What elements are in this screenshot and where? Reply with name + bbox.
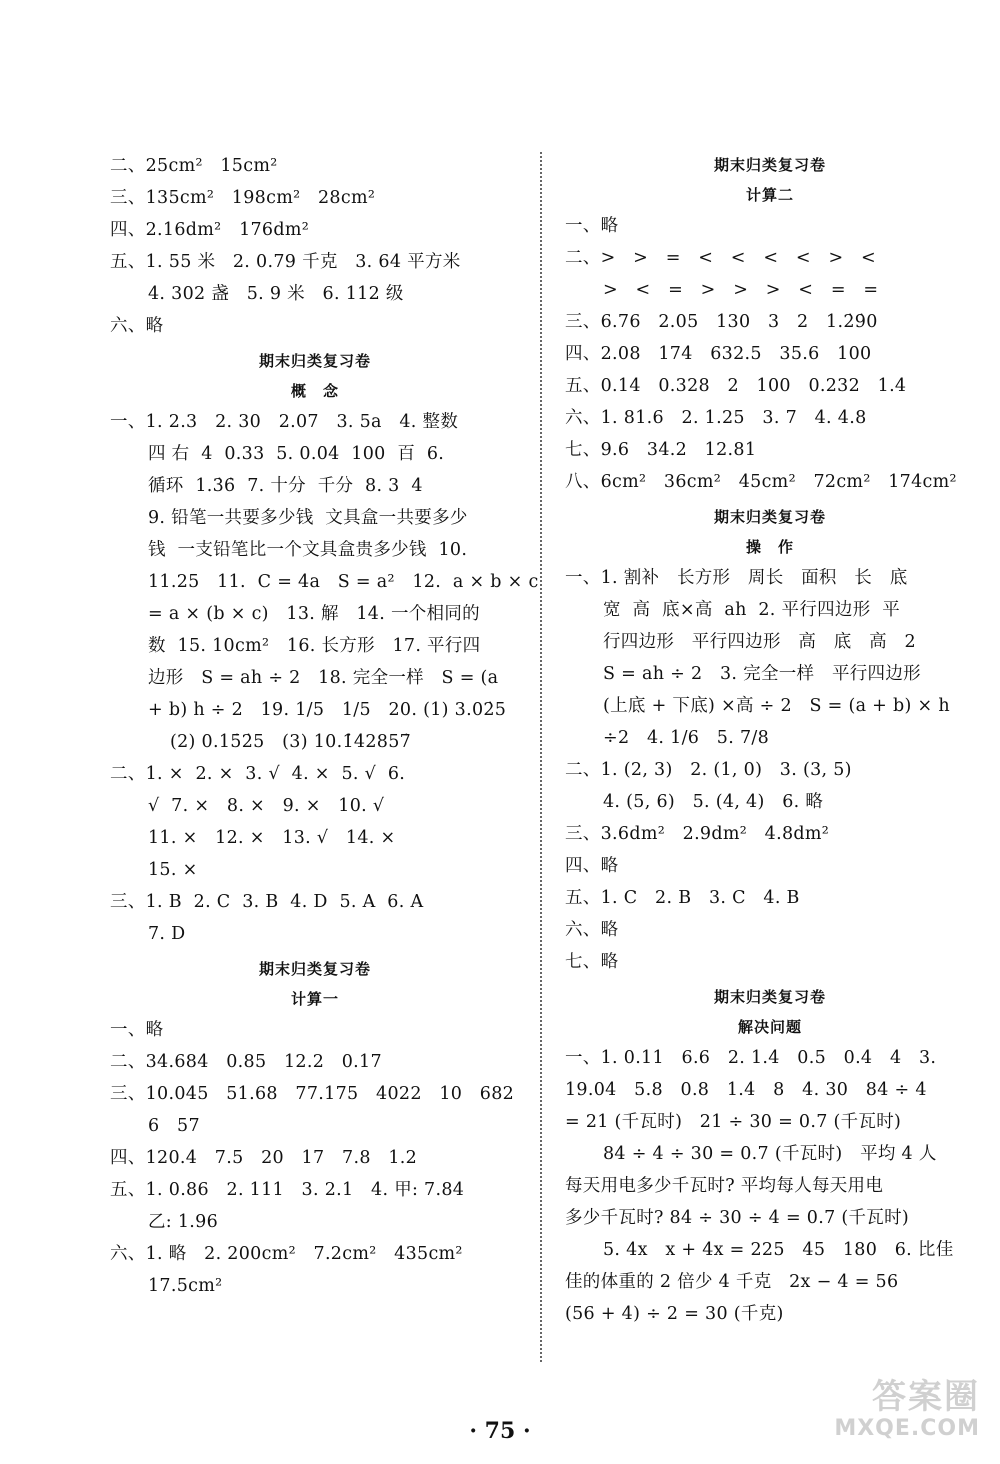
answer-line: 四、略 [565,856,619,876]
answer-line: 数 15. 10cm² 16. 长方形 17. 平行四 [148,636,481,656]
answer-line: 84 ÷ 4 ÷ 30 = 0.7 (千瓦时) 平均 4 人 [603,1144,937,1164]
answer-line: 五、1. C 2. B 3. C 4. B [565,888,800,908]
section-subtitle: 计算二 [745,186,794,204]
answer-line: 三、1. B 2. C 3. B 4. D 5. A 6. A [110,892,424,912]
answer-line: > < = > > > < = = [603,280,879,300]
answer-line: 五、1. 0.86 2. 111 3. 2.1 4. 甲: 7.84 [110,1180,465,1200]
answer-line: 四 右 4 0.33 5. 0.04 100 百 6. [148,444,445,464]
answer-line: ÷2 4. 1/6 5. 7/8 [603,728,770,748]
answer-line: 循环 1.3̇6̇ 7. 十分 千分 8. 3 4 [148,476,423,496]
answer-line: 边形 S = ah ÷ 2 18. 完全一样 S = (a [148,668,499,688]
site-watermark [810,1378,980,1446]
answer-line: = 21 (千瓦时) 21 ÷ 30 = 0.7 (千瓦时) [565,1112,902,1132]
answer-line: = a × (b × c) 13. 解 14. 一个相同的 [148,604,480,624]
answer-line: 9. 铅笔一共要多少钱 文具盒一共要多少 [148,508,468,528]
answer-line: 行四边形 平行四边形 高 底 高 2 [603,632,916,652]
column-divider [540,152,542,1362]
answer-line: 一、1. 0.11 6.6 2. 1.4 0.5 0.4 4 3. [565,1048,937,1068]
answer-line: 六、1. 略 2. 200cm² 7.2cm² 435cm² [110,1244,463,1264]
answer-line: 钱 一支铅笔比一个文具盒贵多少钱 10. [148,540,468,560]
answer-line: 四、2.16dm² 176dm² [110,220,310,240]
answer-line: 四、2.08 174 632.5 35.6 100 [565,344,872,364]
answer-line: 6 57 [148,1116,200,1136]
answer-line: 二、> > = < < < < > < [565,248,876,268]
answer-line: 二、25cm² 15cm² [110,156,278,176]
answer-line: 佳的体重的 2 倍少 4 千克 2x − 4 = 56 [565,1272,899,1292]
answer-line: 二、1. × 2. × 3. √ 4. × 5. √ 6. [110,764,406,784]
answer-line: √ 7. × 8. × 9. × 10. √ [148,796,385,816]
section-subtitle: 操 作 [745,538,794,556]
answer-line: 一、1. 2.3 2. 30 2.07 3. 5a 4. 整数 [110,412,459,432]
answer-line: 15. × [148,860,198,880]
section-title: 期末归类复习卷 [258,352,371,370]
answer-line: 多少千瓦时? 84 ÷ 30 ÷ 4 = 0.7 (千瓦时) [565,1208,910,1228]
section-title: 期末归类复习卷 [713,156,826,174]
answer-line: 六、略 [110,316,164,336]
answer-line: 二、34.684 0.85 12.2 0.17 [110,1052,382,1072]
answer-line: 一、略 [565,216,619,236]
answer-line: 4. 302 盏 5. 9 米 6. 112 级 [148,284,404,304]
answer-line: + b) h ÷ 2 19. 1/5 1/5 20. (1) 3.02̇5 [148,700,507,720]
section-title: 期末归类复习卷 [713,988,826,1006]
answer-line: 一、略 [110,1020,164,1040]
answer-line: 六、1. 81.6 2. 1.25 3. 7 4. 4.8 [565,408,867,428]
answer-line: 7. D [148,924,186,944]
answer-line: 七、9.6 34.2 12.81 [565,440,757,460]
answer-line: 八、6cm² 36cm² 45cm² 72cm² 174cm² [565,472,957,492]
answer-line: (上底 + 下底) ×高 ÷ 2 S = (a + b) × h [603,696,950,716]
answer-line: 三、3.6dm² 2.9dm² 4.8dm² [565,824,830,844]
answer-line: (2) 0.15̇2̇5 (3) 10.1̇42857̇ [170,732,412,752]
answer-line: 三、135cm² 198cm² 28cm² [110,188,376,208]
page-number: · 75 · [469,1418,531,1444]
answer-line: 四、120.4 7.5 20 17 7.8 1.2 [110,1148,418,1168]
answer-line: 五、0.14 0.328 2 100 0.232 1.4 [565,376,907,396]
section-title: 期末归类复习卷 [713,508,826,526]
answer-line: 七、略 [565,952,619,972]
watermark-logo-text: 答案圈 [872,1377,980,1417]
answer-line: 一、1. 割补 长方形 周长 面积 长 底 [565,568,908,588]
answer-line: 17.5cm² [148,1276,223,1296]
answer-line: 宽 高 底×高 ah 2. 平行四边形 平 [603,600,901,620]
left-column [110,150,539,1302]
answer-line: 五、1. 55 米 2. 0.79 千克 3. 64 平方米 [110,252,461,272]
answer-line: 三、6.76 2.05 130 3 2 1.2̇9̇0 [565,312,878,332]
right-column [565,150,975,1330]
answer-line: 乙: 1.96 [148,1212,219,1232]
answer-line: 二、1. (2, 3) 2. (1, 0) 3. (3, 5) [565,760,852,780]
answer-line: 六、略 [565,920,619,940]
section-title: 期末归类复习卷 [258,960,371,978]
section-subtitle: 解决问题 [737,1018,802,1036]
answer-line: 每天用电多少千瓦时? 平均每人每天用电 [565,1176,884,1196]
answer-line: 4. (5, 6) 5. (4, 4) 6. 略 [603,792,824,812]
answer-line: 5. 4x x + 4x = 225 45 180 6. 比佳 [603,1240,954,1260]
answer-line: 11. × 12. × 13. √ 14. × [148,828,396,848]
section-subtitle: 概 念 [290,382,339,400]
answer-line: 三、10.045 51.68 77.175 4022 10 682 [110,1084,515,1104]
watermark-url: MXQE.COM [834,1416,980,1441]
answer-line: S = ah ÷ 2 3. 完全一样 平行四边形 [603,664,921,684]
answer-line: (56 + 4) ÷ 2 = 30 (千克) [565,1304,784,1324]
answer-line: 11.25 11. C = 4a S = a² 12. a × b × c [148,572,539,592]
section-subtitle: 计算一 [290,990,339,1008]
answer-line: 19.04 5.8 0.8 1.4 8 4. 30 84 ÷ 4 [565,1080,927,1100]
